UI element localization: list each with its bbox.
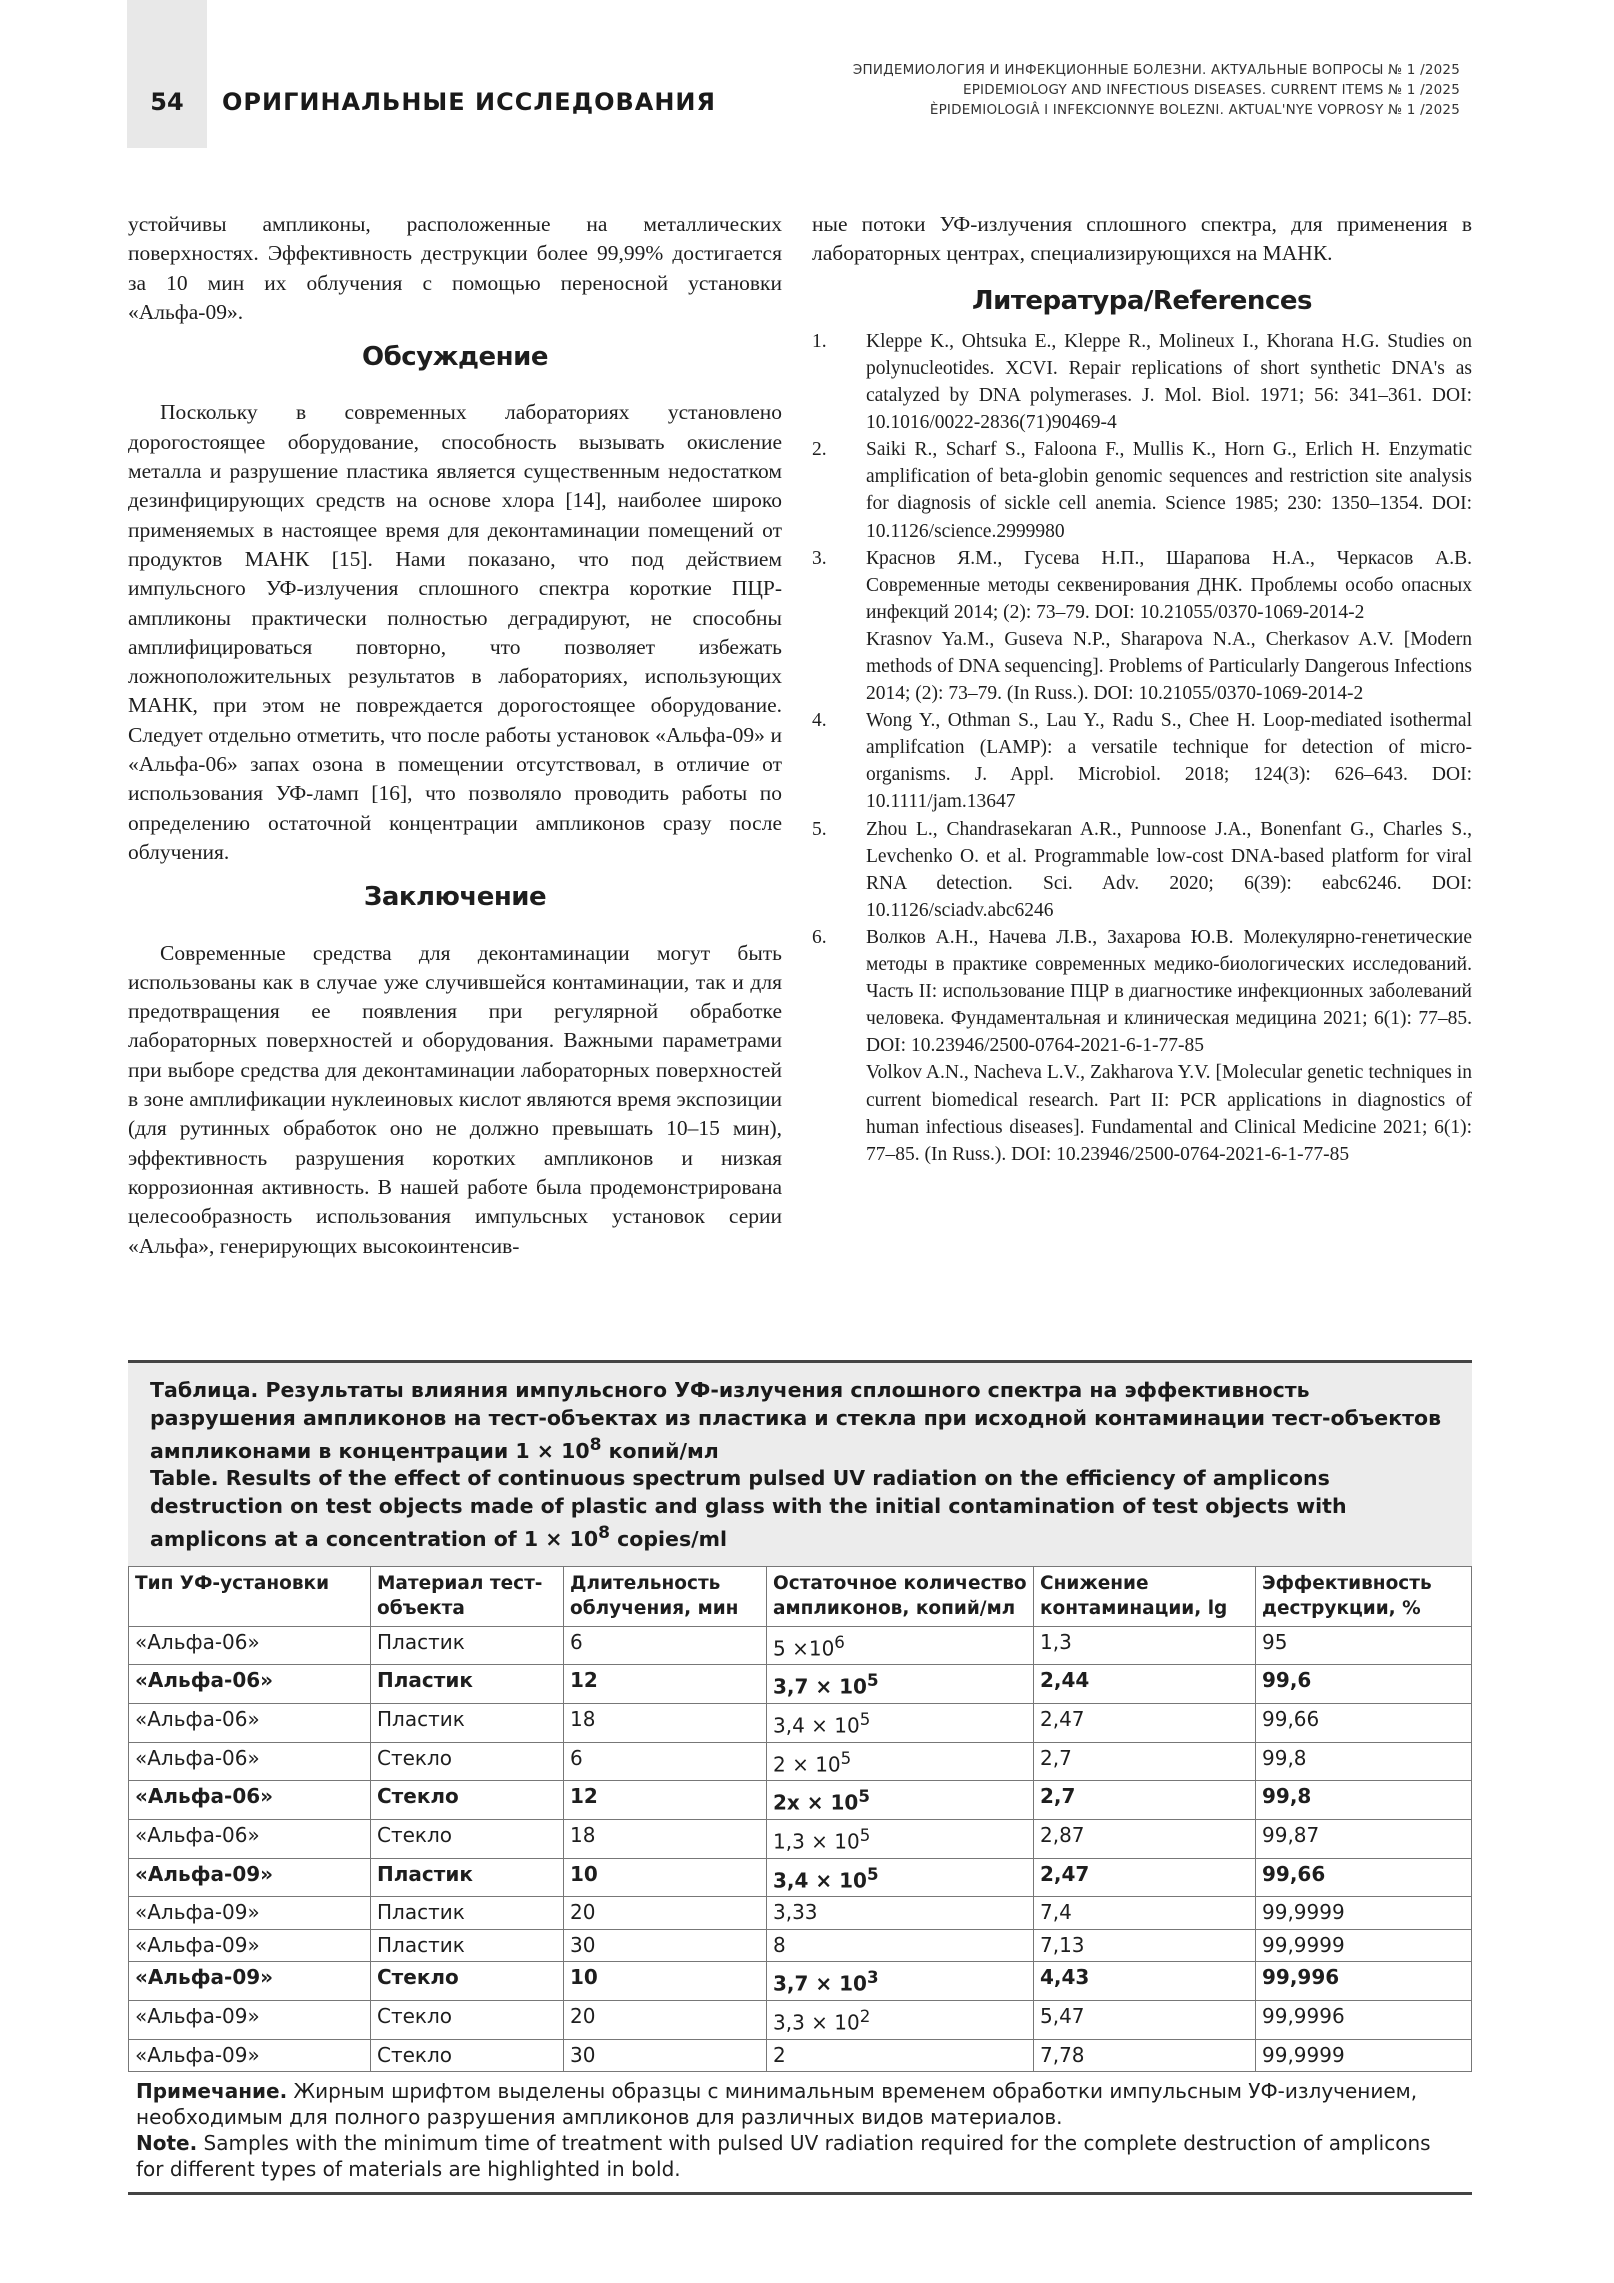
cell-destruction-efficiency: 99,66 xyxy=(1256,1703,1472,1742)
journal-title-ru: ЭПИДЕМИОЛОГИЯ И ИНФЕКЦИОННЫЕ БОЛЕЗНИ. АКТУАЛЬНЫЕ ВОПРОСЫ № 1 /2025 xyxy=(852,62,1460,78)
cell-material: Стекло xyxy=(371,2000,564,2039)
cell-exposure-time: 18 xyxy=(564,1703,767,1742)
cell-uv-unit-type: «Альфа-06» xyxy=(129,1742,371,1781)
table-row xyxy=(129,1742,1472,1781)
table-row xyxy=(129,1897,1472,1930)
cell-contamination-reduction: 2,87 xyxy=(1034,1819,1256,1858)
cell-residual-amplicons: 8 xyxy=(767,1929,1034,1962)
journal-title-translit: ÈPIDEMIOLOGIÂ I INFEKCIONNYE BOLEZNI. AKTUAL'NYE VOPROSY № 1 /2025 xyxy=(929,102,1460,118)
cell-residual-amplicons: 3,33 xyxy=(767,1897,1034,1930)
table-row xyxy=(129,1626,1472,1665)
journal-title-en: EPIDEMIOLOGY AND INFECTIOUS DISEASES. CURRENT ITEMS № 1 /2025 xyxy=(962,82,1460,98)
cell-destruction-efficiency: 99,9999 xyxy=(1256,2039,1472,2072)
cell-material: Стекло xyxy=(371,1819,564,1858)
cell-destruction-efficiency: 99,9999 xyxy=(1256,1897,1472,1930)
cell-uv-unit-type: «Альфа-09» xyxy=(129,1929,371,1962)
cell-destruction-efficiency: 99,87 xyxy=(1256,1819,1472,1858)
cell-material: Пластик xyxy=(371,1897,564,1930)
cell-uv-unit-type: «Альфа-06» xyxy=(129,1703,371,1742)
header-cell: Остаточное количество ампликонов, копий/мл xyxy=(767,1566,1034,1626)
cell-residual-amplicons: $5 \times 10^6$ xyxy=(767,1626,1034,1665)
cell-uv-unit-type: «Альфа-09» xyxy=(129,2000,371,2039)
cell-material: Пластик xyxy=(371,1665,564,1704)
cell-exposure-time: 20 xyxy=(564,1897,767,1930)
header-cell: Длительность облучения, мин xyxy=(564,1566,767,1626)
conclusion-heading: Заключение xyxy=(363,882,547,913)
cell-residual-amplicons: $3,7 \times 10^3$ xyxy=(767,1962,1034,2001)
cell-material: Пластик xyxy=(371,1929,564,1962)
cell-material: Стекло xyxy=(371,2039,564,2072)
cell-material: Стекло xyxy=(371,1781,564,1820)
cell-exposure-time: 30 xyxy=(564,1929,767,1962)
cell-residual-amplicons: $3,4 \times 10^5$ xyxy=(767,1703,1034,1742)
cell-destruction-efficiency: 95 xyxy=(1256,1626,1472,1665)
cell-residual-amplicons: 2 xyxy=(767,2039,1034,2072)
table-row xyxy=(129,1858,1472,1897)
continuation-paragraph: ные потоки УФ-излучения сплошного спектра, для применения в лабораторных центрах, специализирующихся на МАНК. xyxy=(812,212,1472,266)
header-cell: Снижение контаминации, lg xyxy=(1034,1566,1256,1626)
cell-contamination-reduction: 1,3 xyxy=(1034,1626,1256,1665)
reference-item: 4. Wong Y., Othman S., Lau Y., Radu S., Chee H. Loop-mediated isothermal amplifcation (LAMP): a versatile technique for detection of micro-organisms. J. Appl. Microbiol. 2018; 124(3): 626–643. DOI: 10.1111/jam.13647 xyxy=(812,710,1472,813)
cell-residual-amplicons: $2х \times 10^5$ xyxy=(767,1781,1034,1820)
cell-contamination-reduction: 2,47 xyxy=(1034,1858,1256,1897)
cell-exposure-time: 10 xyxy=(564,1858,767,1897)
table-row xyxy=(129,1703,1472,1742)
cell-contamination-reduction: 2,7 xyxy=(1034,1742,1256,1781)
reference-list xyxy=(812,328,1472,1168)
table-row xyxy=(129,2039,1472,2072)
intro-paragraph: устойчивы ампликоны, расположенные на металлических поверхностях. Эффективность деструкции более 99,99% достигается за 10 мин их облучения с помощью переносной установки «Альфа-09». xyxy=(128,212,782,324)
cell-uv-unit-type: «Альфа-06» xyxy=(129,1819,371,1858)
cell-residual-amplicons: $3,7 \times 10^5$ xyxy=(767,1665,1034,1704)
cell-contamination-reduction: 7,78 xyxy=(1034,2039,1256,2072)
header-cell: Тип УФ-установки xyxy=(129,1566,371,1626)
cell-destruction-efficiency: 99,8 xyxy=(1256,1742,1472,1781)
cell-destruction-efficiency: 99,8 xyxy=(1256,1781,1472,1820)
cell-exposure-time: 6 xyxy=(564,1626,767,1665)
header-cell: Эффективность деструкции, % xyxy=(1256,1566,1472,1626)
header-cell: Материал тест-объекта xyxy=(371,1566,564,1626)
table-row xyxy=(129,2000,1472,2039)
cell-residual-amplicons: $3,3 \times 10^2$ xyxy=(767,2000,1034,2039)
cell-destruction-efficiency: 99,66 xyxy=(1256,1858,1472,1897)
cell-destruction-efficiency: 99,996 xyxy=(1256,1962,1472,2001)
table-caption xyxy=(128,1363,1472,1566)
cell-material: Стекло xyxy=(371,1962,564,2001)
cell-contamination-reduction: 2,47 xyxy=(1034,1703,1256,1742)
table-row xyxy=(129,1781,1472,1820)
references-heading: Литература/References xyxy=(972,285,1312,316)
reference-item: 1. Kleppe K., Ohtsuka E., Kleppe R., Molineux I., Khorana H.G. Studies on polynucleotides. XCVI. Repair replications of short synthetic DNA's as catalyzed by DNA polymerases. J. Mol. Biol. 1971; 56: 341–361. DOI: 10.1016/0022-2836(71)90469-4 xyxy=(812,330,1472,434)
cell-contamination-reduction: 7,4 xyxy=(1034,1897,1256,1930)
cell-material: Стекло xyxy=(371,1742,564,1781)
cell-exposure-time: 12 xyxy=(564,1665,767,1704)
cell-contamination-reduction: 2,44 xyxy=(1034,1665,1256,1704)
cell-material: Пластик xyxy=(371,1626,564,1665)
cell-material: Пластик xyxy=(371,1858,564,1897)
cell-residual-amplicons: $2 \times 10^5$ xyxy=(767,1742,1034,1781)
journal-info xyxy=(853,60,1460,120)
cell-material: Пластик xyxy=(371,1703,564,1742)
cell-destruction-efficiency: 99,6 xyxy=(1256,1665,1472,1704)
cell-exposure-time: 10 xyxy=(564,1962,767,2001)
discussion-heading: Обсуждение xyxy=(362,342,548,373)
left-column xyxy=(128,210,782,1261)
table-note-ru: Примечание. Жирным шрифтом выделены образцы с минимальным временем обработки импульсным УФ-излучением, необходимым для полного разрушения ампликонов для различных видов материалов. xyxy=(136,2079,1418,2130)
cell-uv-unit-type: «Альфа-09» xyxy=(129,1858,371,1897)
cell-uv-unit-type: «Альфа-09» xyxy=(129,1962,371,2001)
cell-contamination-reduction: 2,7 xyxy=(1034,1781,1256,1820)
right-column xyxy=(812,210,1472,1168)
cell-exposure-time: 12 xyxy=(564,1781,767,1820)
results-table-block xyxy=(128,1360,1472,2195)
section-title: ОРИГИНАЛЬНЫЕ ИССЛЕДОВАНИЯ xyxy=(222,88,716,116)
cell-exposure-time: 18 xyxy=(564,1819,767,1858)
table-row xyxy=(129,1819,1472,1858)
cell-uv-unit-type: «Альфа-06» xyxy=(129,1665,371,1704)
cell-exposure-time: 6 xyxy=(564,1742,767,1781)
table-row xyxy=(129,1665,1472,1704)
table-row xyxy=(129,1962,1472,2001)
table-note xyxy=(128,2072,1472,2195)
cell-residual-amplicons: $3,4 \times 10^5$ xyxy=(767,1858,1034,1897)
cell-uv-unit-type: «Альфа-06» xyxy=(129,1781,371,1820)
cell-residual-amplicons: $1,3 \times 10^5$ xyxy=(767,1819,1034,1858)
results-table xyxy=(128,1566,1472,2072)
page-number-tab xyxy=(127,0,207,148)
cell-contamination-reduction: 4,43 xyxy=(1034,1962,1256,2001)
cell-uv-unit-type: «Альфа-09» xyxy=(129,2039,371,2072)
table-note-en: Note. Samples with the minimum time of treatment with pulsed UV radiation required for the complete destruction of amplicons for different types of materials are highlighted in bold. xyxy=(136,2131,1431,2182)
cell-uv-unit-type: «Альфа-09» xyxy=(129,1897,371,1930)
table-header-row xyxy=(129,1566,1472,1626)
reference-item: 6. Волков А.Н., Начева Л.В., Захарова Ю.В. Молекулярно-генетические методы в практике современных медико-биологических исследований. Часть II: использование ПЦР в диагностике инфекционных заболеваний человека. Фундаментальная и клиническая медицина 2021; 6(1): 77–85. DOI: 10.23946/2500-0764-2021-6-1-77-85 Volkov A.N., Nacheva L.V., Zakharova Y.V. [Molecular genetic techniques in current biomedical research. Part II: PCR applications in diagnostics of human infectious diseases]. Fundamental and Clinical Medicine 2021; 6(1): 77–85. (In Russ.). DOI: 10.23946/2500-0764-2021-6-1-77-85 xyxy=(812,926,1472,1165)
page-number: 54 xyxy=(150,88,184,116)
cell-contamination-reduction: 5,47 xyxy=(1034,2000,1256,2039)
table-row xyxy=(129,1929,1472,1962)
table-caption-en: Table. Results of the effect of continuous spectrum pulsed UV radiation on the efficiency of amplicons destruction on test objects made of plastic and glass with the initial contamination of test objects with amplicons at a concentration of $1 \times 10^8$ copies/ml xyxy=(150,1466,1347,1552)
cell-exposure-time: 30 xyxy=(564,2039,767,2072)
discussion-paragraph: Поскольку в современных лабораториях установлено дорогостоящее оборудование, способность вызывать окисление металла и разрушение пластика является существенным недостатком дезинфицирующих средств на основе хлора [14], наиболее широко применяемых в настоящее время для деконтаминации помещений от продуктов МАНК [15]. Нами показано, что под действием импульсного УФ-излучения сплошного спектра короткие ПЦР-ампликоны практически полностью деградируют, не способны амплифицироваться повторно, что позволяет избежать ложноположительных результатов в лабораториях, использующих МАНК, при этом не повреждается дорогостоящее оборудование. Следует отдельно отметить, что после работы установок «Альфа-09» и «Альфа-06» запах озона в помещении отсутствовал, в отличие от использования УФ-ламп [16], что позволяло проводить работы по определению остаточной концентрации ампликонов сразу после облучения. xyxy=(128,400,782,864)
cell-contamination-reduction: 7,13 xyxy=(1034,1929,1256,1962)
table-caption-ru: Таблица. Результаты влияния импульсного УФ-излучения сплошного спектра на эффективность разрушения ампликонов на тест-объектах из пластика и стекла при исходной контаминации тест-объектов ампликонами в концентрации $1 \times 10^8$ копий/мл xyxy=(150,1378,1442,1463)
cell-exposure-time: 20 xyxy=(564,2000,767,2039)
cell-destruction-efficiency: 99,9999 xyxy=(1256,1929,1472,1962)
reference-item: 5. Zhou L., Chandrasekaran A.R., Punnoose J.A., Bonenfant G., Charles S., Levchenko O. et al. Programmable low-cost DNA-based platform for viral RNA detection. Sci. Adv. 2020; 6(39): eabc6246. DOI: 10.1126/sciadv.abc6246 xyxy=(812,818,1472,921)
reference-item: 2. Saiki R., Scharf S., Faloona F., Mullis K., Horn G., Erlich H. Enzymatic amplification of beta-globin genomic sequences and restriction site analysis for diagnosis of sickle cell anemia. Science 1985; 230: 1350–1354. DOI: 10.1126/science.2999980 xyxy=(812,439,1472,542)
conclusion-paragraph: Современные средства для деконтаминации могут быть использованы как в случае уже случившейся контаминации, так и для предотвращения ее появления при регулярной обработке лабораторных поверхностей и оборудования. Важными параметрами при выборе средства для деконтаминации лабораторных поверхностей в зоне амплификации нуклеиновых кислот являются время экспозиции (для рутинных обработок оно не должно превышать 10–15 мин), эффективность разрушения коротких ампликонов и низкая коррозионная активность. В нашей работе была продемонстрирована целесообразность использования импульсных установок серии «Альфа», генерирующих высокоинтенсив- xyxy=(128,940,782,1258)
cell-uv-unit-type: «Альфа-06» xyxy=(129,1626,371,1665)
reference-item: 3. Краснов Я.М., Гусева Н.П., Шарапова Н.А., Черкасов А.В. Современные методы секвенирования ДНК. Проблемы особо опасных инфекций 2014; (2): 73–79. DOI: 10.21055/0370-1069-2014-2 Krasnov Ya.M., Guseva N.P., Sharapova N.A., Cherkasov A.V. [Modern methods of DNA sequencing]. Problems of Particularly Dangerous Infections 2014; (2): 73–79. (In Russ.). DOI: 10.21055/0370-1069-2014-2 xyxy=(812,547,1472,705)
cell-destruction-efficiency: 99,9996 xyxy=(1256,2000,1472,2039)
